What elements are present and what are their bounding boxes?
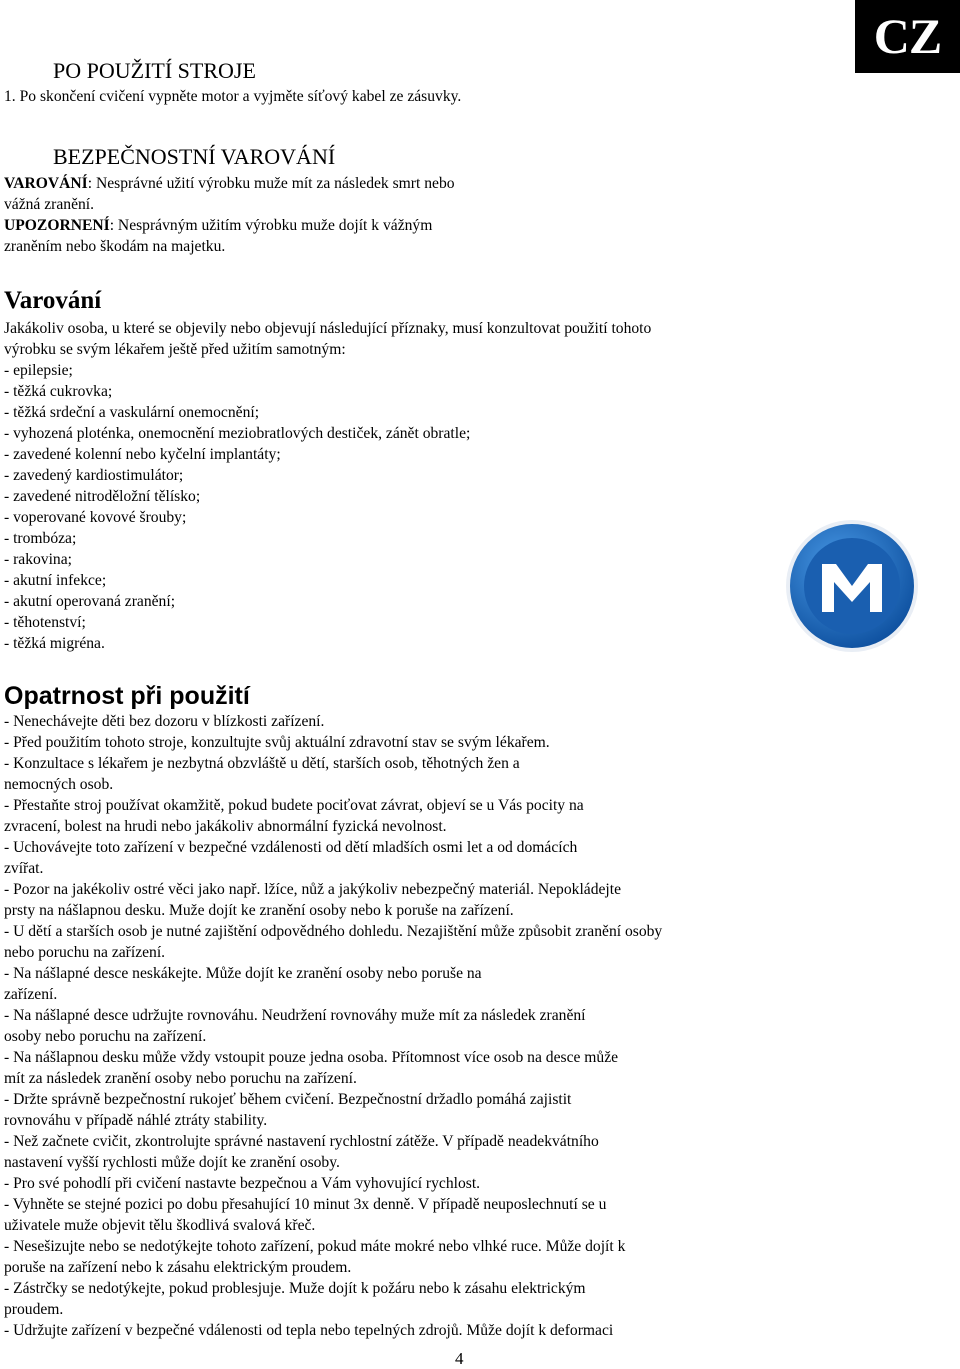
brand-logo: [784, 518, 920, 654]
caution-line: nastavení vyšší rychlosti může dojít ke zranění osoby.: [4, 1154, 340, 1171]
caution-line: - Přestaňte stroj používat okamžitě, pokud budete pociťovat závrat, objeví se u Vás pocity na: [4, 797, 584, 814]
warning-line-1: [4, 173, 455, 194]
caution-line: - U dětí a starších osob je nutné zajištění odpovědného dohledu. Nezajištění může způsobit zranění osoby: [4, 923, 663, 940]
list-item: - akutní operovaná zranění;: [4, 593, 176, 610]
list-item: - akutní infekce;: [4, 572, 107, 589]
caution-line: nemocných osob.: [4, 776, 114, 793]
warning-heading: Varování: [4, 287, 102, 314]
caution-line: proudem.: [4, 1301, 64, 1318]
after-use-title: PO POUŽITÍ STROJE: [53, 58, 256, 83]
list-item: - zavedené kolenní nebo kyčelní implantáty;: [4, 446, 281, 463]
caution-heading: Opatrnost při použití: [4, 682, 250, 710]
safety-title: BEZPEČNOSTNÍ VAROVÁNÍ: [53, 144, 336, 169]
warning-intro-2: výrobku se svým lékařem ještě před užitím samotným:: [4, 341, 346, 358]
page-number: 4: [455, 1349, 464, 1368]
warning-label: VAROVÁNÍ: [4, 175, 88, 192]
caution-text: : Nesprávným užitím výrobku muže dojít k vážným: [109, 217, 433, 234]
caution-line: - Udržujte zařízení v bezpečné vdálenosti od tepla nebo tepelných zdrojů. Může dojít k deformaci: [4, 1322, 614, 1339]
caution-line: prsty na nášlapnou desku. Muže dojít ke zranění osoby nebo k poruše na zařízení.: [4, 902, 514, 919]
caution-line: - Na nášlapné desce neskákejte. Může dojít ke zranění osoby nebo poruše na: [4, 965, 482, 982]
caution-line: - Uchovávejte toto zařízení v bezpečné vzdálenosti od dětí mladších osmi let a od domácích: [4, 839, 578, 856]
list-item: - těžká srdeční a vaskulární onemocnění;: [4, 404, 260, 421]
caution-line: - Zástrčky se nedotýkejte, pokud problesjuje. Muže dojít k požáru nebo k zásahu elektrickým: [4, 1280, 586, 1297]
list-item: - epilepsie;: [4, 362, 73, 379]
caution-line: - Nesešizujte nebo se nedotýkejte tohoto zařízení, pokud máte mokré nebo vlhké ruce. Může dojít k: [4, 1238, 626, 1255]
after-use-line: 1. Po skončení cvičení vypněte motor a vyjměte síťový kabel ze zásuvky.: [4, 88, 462, 105]
list-item: - voperované kovové šrouby;: [4, 509, 187, 526]
caution-line: nebo poruchu na zařízení.: [4, 944, 166, 961]
list-item: - trombóza;: [4, 530, 77, 547]
list-item: - zavedené nitroděložní tělísko;: [4, 488, 201, 505]
caution-line-2: zraněním nebo škodám na majetku.: [4, 238, 226, 255]
caution-line: - Pro své pohodlí při cvičení nastavte bezpečnou a Vám vyhovující rychlost.: [4, 1175, 481, 1192]
caution-line: zvířat.: [4, 860, 44, 877]
warning-intro-1: Jakákoliv osoba, u které se objevily nebo objevují následující příznaky, musí konzultovat použití tohoto: [4, 320, 652, 337]
caution-line: poruše na zařízení nebo k zásahu elektrickým proudem.: [4, 1259, 352, 1276]
caution-line: - Pozor na jakékoliv ostré věci jako např. lžíce, nůž a jakýkoliv nebezpečný materiál. Nepokládejte: [4, 881, 622, 898]
caution-line-1: [4, 215, 432, 236]
warning-text: : Nesprávné užití výrobku muže mít za následek smrt nebo: [87, 175, 455, 192]
language-badge: CZ: [855, 0, 960, 73]
list-item: - rakovina;: [4, 551, 72, 568]
condition-list: [4, 360, 470, 654]
list-item: - těžká cukrovka;: [4, 383, 113, 400]
caution-line: - Na nášlapné desce udržujte rovnováhu. Neudržení rovnováhy muže mít za následek zranění: [4, 1007, 586, 1024]
list-item: - těhotenství;: [4, 614, 86, 631]
caution-line: - Nenechávejte děti bez dozoru v blízkosti zařízení.: [4, 713, 325, 730]
caution-line: - Konzultace s lékařem je nezbytná obzvláště u dětí, starších osob, těhotných žen a: [4, 755, 520, 772]
list-item: - vyhozená ploténka, onemocnění meziobratlových destiček, zánět obratle;: [4, 425, 471, 442]
caution-line: - Než začnete cvičit, zkontrolujte správné nastavení rychlostní zátěže. V případě neadekvátního: [4, 1133, 599, 1150]
warning-line-2: vážná zranění.: [4, 196, 95, 213]
caution-line: osoby nebo poruchu na zařízení.: [4, 1028, 207, 1045]
caution-line: - Před použitím tohoto stroje, konzultujte svůj aktuální zdravotní stav se svým lékařem.: [4, 734, 550, 751]
caution-line: zvracení, bolest na hrudi nebo jakákoliv abnormální fyzická nevolnost.: [4, 818, 447, 835]
caution-line: - Na nášlapnou desku může vždy vstoupit pouze jedna osoba. Přítomnost více osob na desce může: [4, 1049, 619, 1066]
caution-line: zařízení.: [4, 986, 58, 1003]
caution-line: - Držte správně bezpečnostní rukojeť během cvičení. Bezpečnostní držadlo pomáhá zajistit: [4, 1091, 572, 1108]
caution-line: rovnováhu v případě náhlé ztráty stability.: [4, 1112, 268, 1129]
caution-lines: [4, 711, 662, 1341]
list-item: - zavedený kardiostimulátor;: [4, 467, 184, 484]
caution-label: UPOZORNENÍ: [4, 217, 110, 234]
caution-line: uživatele muže objevit tělu škodlivá svalová křeč.: [4, 1217, 316, 1234]
caution-line: - Vyhněte se stejné pozici po dobu přesahující 10 minut 3x denně. V případě neuposlechnutí se u: [4, 1196, 607, 1213]
list-item: - těžká migréna.: [4, 635, 105, 652]
caution-line: mít za následek zranění osoby nebo poruchu na zařízení.: [4, 1070, 357, 1087]
